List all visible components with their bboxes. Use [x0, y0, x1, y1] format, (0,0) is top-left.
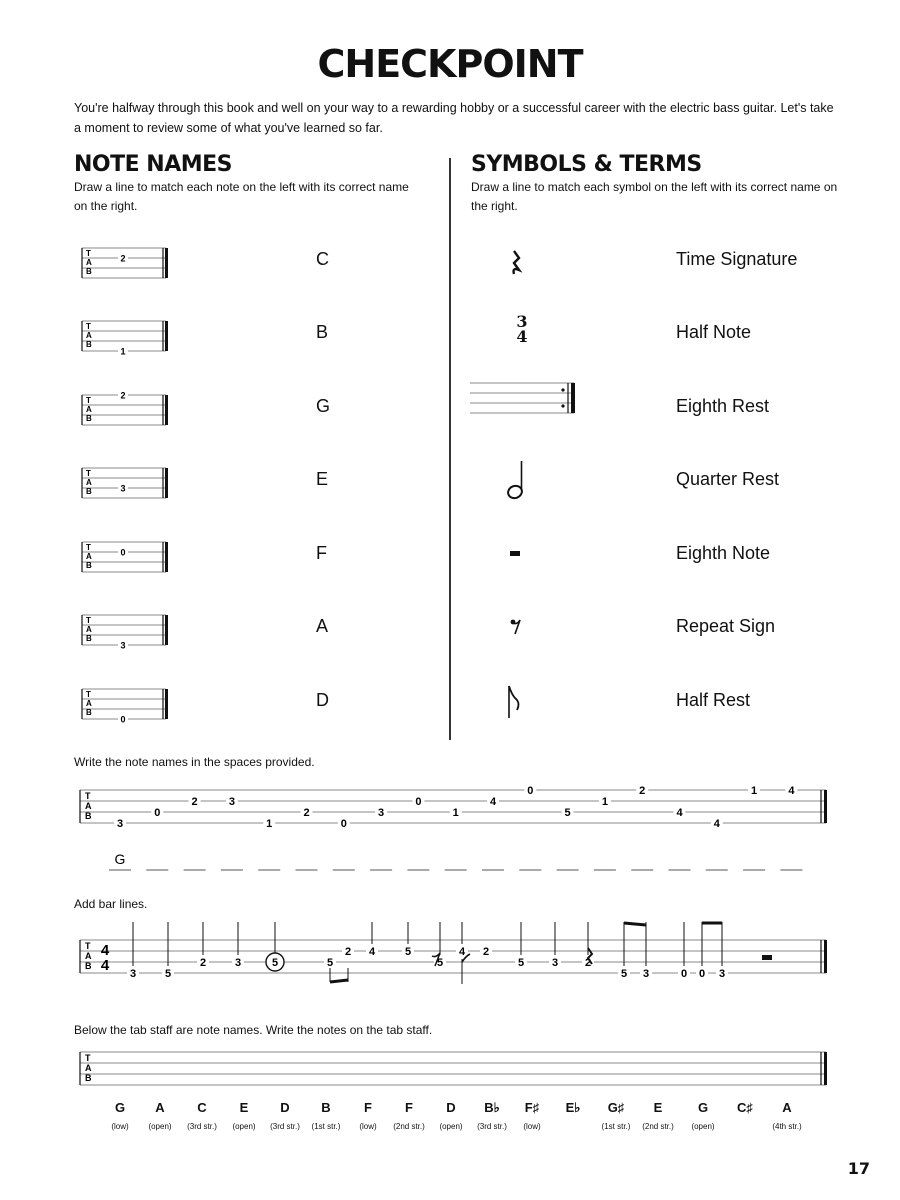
tab-clef-letter: A: [86, 405, 92, 414]
note-name-label: D: [280, 1100, 290, 1115]
fret-number: 2: [199, 957, 207, 969]
tab-clef-letter: A: [86, 625, 92, 634]
symbols-terms-heading: SYMBOLS & TERMS: [471, 152, 702, 177]
fret-number: 2: [120, 391, 126, 401]
time-sig-bottom: 4: [100, 957, 110, 974]
fret-number: 5: [404, 946, 412, 958]
fret-number: 5: [271, 957, 279, 969]
note-tab-snippet: [78, 685, 178, 725]
fret-number: 1: [751, 785, 758, 797]
page-title: CHECKPOINT: [317, 42, 583, 86]
exercise1-tab-staff: [0, 780, 900, 880]
fret-number: 5: [164, 968, 172, 980]
tab-clef-letter: T: [86, 249, 91, 258]
fret-number: 1: [452, 807, 459, 819]
note-name-label: C: [197, 1100, 207, 1115]
tab-clef-letter: B: [86, 267, 92, 276]
column-divider: [449, 158, 451, 740]
term-option[interactable]: Repeat Sign: [676, 616, 776, 636]
fret-number: 0: [154, 807, 161, 819]
fret-number: 3: [551, 957, 559, 969]
fret-number: 5: [326, 957, 334, 969]
exercise2-tab-staff: [0, 918, 900, 1000]
tab-clef-letter: A: [86, 258, 92, 267]
note-name-label: B: [321, 1100, 331, 1115]
note-name-label: E: [239, 1100, 249, 1115]
fret-number: 3: [718, 968, 726, 980]
exercise2-instructions: Add bar lines.: [74, 897, 148, 911]
term-option[interactable]: Time Signature: [676, 249, 798, 269]
fret-number: 5: [517, 957, 525, 969]
term-option[interactable]: Half Note: [676, 322, 752, 342]
string-hint: (2nd str.): [393, 1122, 425, 1131]
fret-number: 5: [620, 968, 628, 980]
fret-number: 2: [344, 946, 352, 958]
term-option[interactable]: Half Rest: [676, 690, 751, 710]
note-name-option[interactable]: D: [316, 690, 329, 710]
first-answer: G: [114, 851, 126, 867]
fret-number: 5: [564, 807, 571, 819]
tab-clef-letter: T: [86, 616, 91, 625]
fret-number: 2: [639, 785, 646, 797]
note-name-option[interactable]: B: [316, 322, 329, 342]
tab-clef-letter: A: [86, 699, 92, 708]
fret-number: 0: [527, 785, 534, 797]
string-hint: (2nd str.): [642, 1122, 674, 1131]
note-tab-snippet: [78, 317, 178, 357]
string-hint: (open): [439, 1122, 463, 1131]
note-name-option[interactable]: F: [316, 543, 327, 563]
note-name-label: F♯: [524, 1100, 540, 1115]
string-hint: (1st str.): [311, 1122, 341, 1131]
string-hint: (3rd str.): [187, 1122, 217, 1131]
string-hint: (low): [111, 1122, 129, 1131]
tab-clef-letter: A: [85, 951, 92, 961]
intro-paragraph: You're halfway through this book and well on your way to a rewarding hobby or a successful career with the electric bass guitar. Let's take a moment to review some of what you've learned so far.: [74, 101, 834, 135]
note-name-label: G♯: [607, 1100, 625, 1115]
tab-clef-letter: A: [85, 1063, 92, 1073]
fret-number: 0: [120, 547, 126, 558]
fret-number: 4: [713, 818, 720, 830]
eighth-note-icon: [503, 682, 523, 722]
exercise1-instructions: Write the note names in the spaces provided.: [74, 755, 315, 769]
fret-number: 2: [303, 807, 310, 819]
note-name-label: D: [446, 1100, 456, 1115]
note-names-heading: NOTE NAMES: [74, 152, 233, 177]
half-note-icon: [502, 458, 532, 502]
note-tab-snippet: [78, 464, 178, 504]
tab-clef-letter: A: [85, 801, 92, 811]
tab-clef-letter: B: [86, 634, 92, 643]
quarter-rest-icon: [500, 248, 530, 276]
tab-clef-letter: T: [85, 791, 91, 801]
fret-number: 5: [436, 957, 444, 969]
time-sig-bottom: 4: [516, 327, 528, 346]
tab-clef-letter: A: [86, 331, 92, 340]
note-name-label: B♭: [484, 1100, 500, 1115]
note-name-label: E♭: [565, 1100, 581, 1115]
string-hint: (open): [148, 1122, 172, 1131]
eighth-rest-icon: [508, 616, 526, 638]
fret-number: 2: [120, 253, 126, 264]
string-hint: (open): [691, 1122, 715, 1131]
note-tab-snippet: [78, 538, 178, 578]
fret-number: 0: [340, 818, 347, 830]
fret-number: 2: [584, 957, 592, 969]
tab-clef-letter: B: [85, 1073, 92, 1083]
fret-number: 3: [228, 796, 235, 808]
string-hint: (low): [523, 1122, 541, 1131]
fret-number: 4: [489, 796, 497, 808]
tab-clef-letter: B: [85, 811, 92, 821]
note-name-label: G: [697, 1100, 709, 1115]
fret-number: 4: [458, 946, 466, 958]
fret-number: 2: [191, 796, 198, 808]
string-hint: (1st str.): [601, 1122, 631, 1131]
time-sig-top: 4: [100, 942, 110, 959]
fret-number: 1: [120, 346, 126, 357]
note-name-label: G: [114, 1100, 126, 1115]
fret-number: 4: [676, 807, 683, 819]
tab-clef-letter: T: [86, 396, 91, 405]
fret-number: 3: [116, 818, 124, 830]
note-tab-snippet: [78, 391, 178, 431]
note-name-label: A: [782, 1100, 792, 1115]
note-names-instructions: Draw a line to match each note on the left with its correct name on the right.: [74, 180, 409, 213]
tab-clef-letter: B: [86, 487, 92, 496]
term-option[interactable]: Quarter Rest: [676, 469, 780, 489]
note-name-option[interactable]: G: [316, 396, 331, 416]
tab-clef-letter: B: [85, 961, 92, 971]
fret-number: 3: [234, 957, 242, 969]
fret-number: 0: [698, 968, 706, 980]
tab-clef-letter: A: [86, 478, 92, 487]
tab-clef-letter: B: [86, 561, 92, 570]
symbols-terms-instructions: Draw a line to match each symbol on the left with its correct name on the right.: [471, 180, 838, 213]
fret-number: 3: [378, 807, 385, 819]
note-tab-snippet: [78, 244, 178, 284]
exercise3-instructions: Below the tab staff are note names. Write the notes on the tab staff.: [74, 1023, 433, 1037]
time-signature-34-icon: [512, 314, 532, 344]
tab-clef-letter: T: [85, 941, 91, 951]
fret-number: 3: [120, 640, 126, 651]
string-hint: (3rd str.): [270, 1122, 300, 1131]
fret-number: 3: [120, 483, 126, 494]
tab-clef-letter: B: [86, 708, 92, 717]
note-tab-snippet: [78, 611, 178, 651]
tab-clef-letter: T: [86, 543, 91, 552]
string-hint: (open): [232, 1122, 256, 1131]
string-hint: (4th str.): [772, 1122, 802, 1131]
fret-number: 3: [129, 968, 137, 980]
tab-clef-letter: B: [86, 340, 92, 349]
page-number: 17: [847, 1159, 870, 1178]
fret-number: 1: [601, 796, 608, 808]
fret-number: 3: [642, 968, 650, 980]
note-name-option[interactable]: A: [316, 616, 329, 636]
tab-clef-letter: T: [86, 469, 91, 478]
tab-clef-letter: T: [85, 1053, 91, 1063]
exercise3-tab-staff: [0, 1046, 900, 1094]
tab-clef-letter: T: [86, 690, 91, 699]
note-name-label: F: [364, 1100, 372, 1115]
time-sig-top: 3: [516, 312, 528, 331]
fret-number: 1: [266, 818, 273, 830]
half-rest-icon: [506, 548, 526, 560]
tab-clef-letter: B: [86, 414, 92, 423]
note-name-label: C♯: [737, 1100, 753, 1115]
fret-number: 0: [680, 968, 688, 980]
note-name-label: A: [155, 1100, 165, 1115]
string-hint: (3rd str.): [477, 1122, 507, 1131]
term-option[interactable]: Eighth Note: [676, 543, 771, 563]
note-name-option[interactable]: E: [316, 469, 329, 489]
fret-number: 2: [482, 946, 490, 958]
fret-number: 0: [120, 714, 126, 725]
fret-number: 4: [368, 946, 376, 958]
tab-clef-letter: T: [86, 322, 91, 331]
fret-number: 0: [415, 796, 422, 808]
note-name-label: F: [405, 1100, 413, 1115]
repeat-sign-icon: [470, 380, 582, 418]
term-option[interactable]: Eighth Rest: [676, 396, 770, 416]
tab-clef-letter: A: [86, 552, 92, 561]
string-hint: (low): [359, 1122, 377, 1131]
note-name-label: E: [653, 1100, 663, 1115]
note-name-option[interactable]: C: [316, 249, 329, 269]
fret-number: 4: [788, 785, 795, 797]
